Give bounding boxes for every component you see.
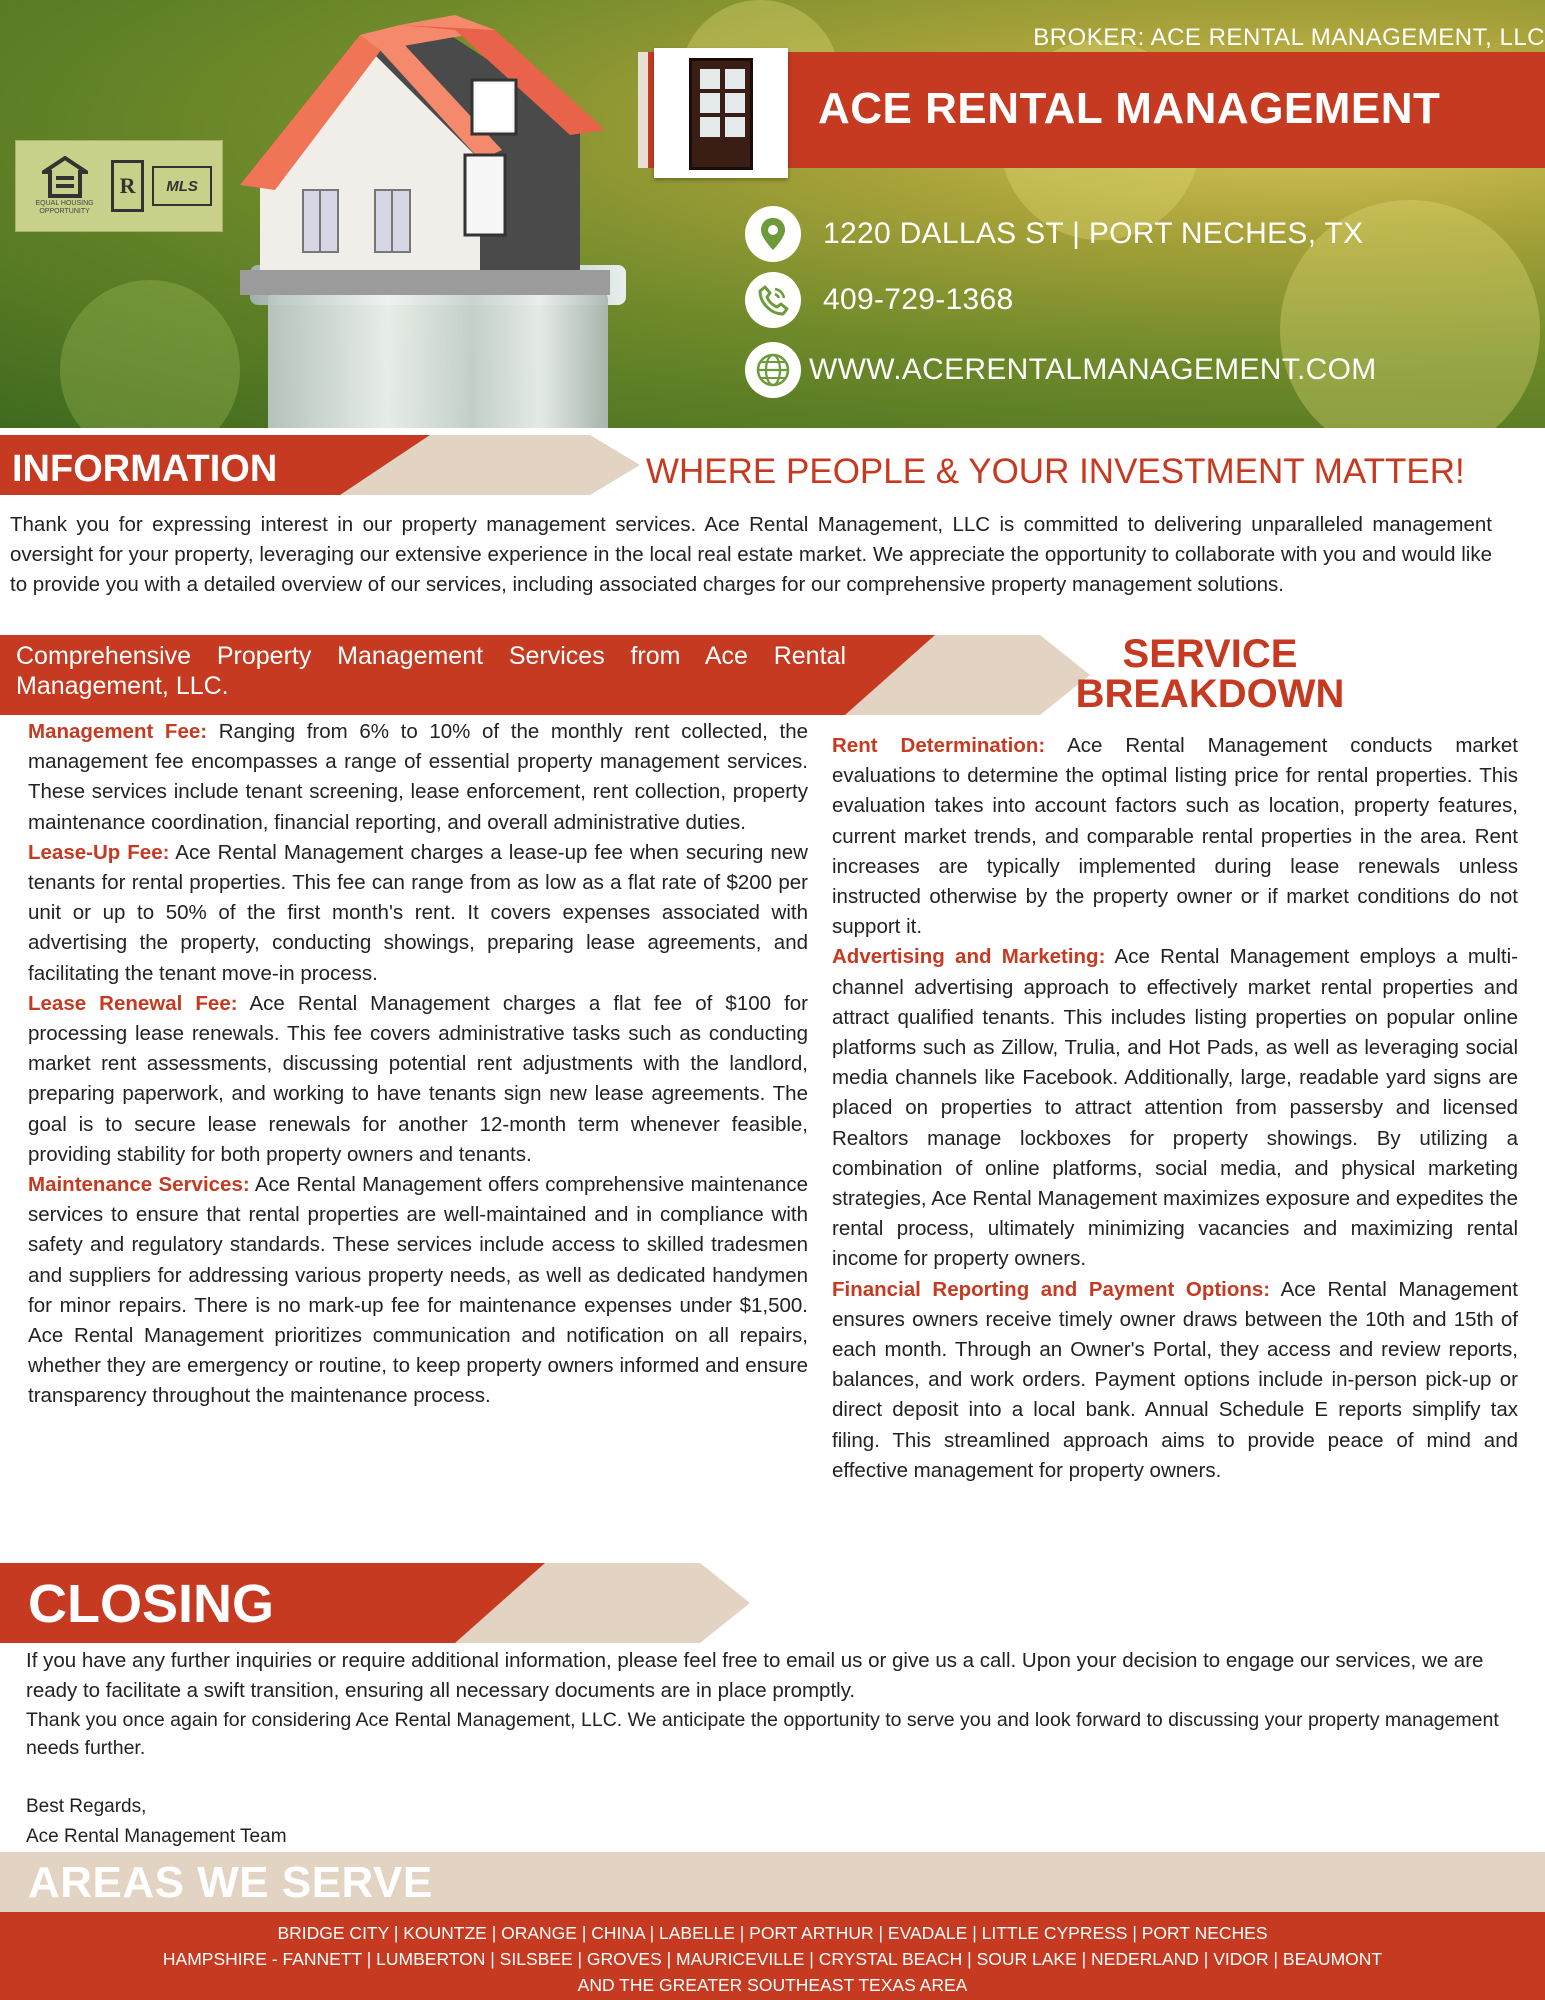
phone-icon xyxy=(745,272,801,328)
service-heading: Lease Renewal Fee: xyxy=(28,991,238,1015)
service-item xyxy=(832,1275,1518,1486)
service-item xyxy=(28,989,808,1170)
door-icon xyxy=(689,58,753,170)
phone-row xyxy=(745,272,1013,328)
service-item xyxy=(28,717,808,838)
areas-line: BRIDGE CITY | KOUNTZE | ORANGE | CHINA | LABELLE | PORT ARTHUR | EVADALE | LITTLE CYPRESS | PORT NECHES xyxy=(277,1923,1268,1943)
mls-logo: MLS xyxy=(152,166,212,206)
hero-banner xyxy=(0,0,1545,428)
areas-line: HAMPSHIRE - FANNETT | LUMBERTON | SILSBEE | GROVES | MAURICEVILLE | CRYSTAL BEACH | SOUR LAKE | NEDERLAND | VIDOR | BEAUMONT xyxy=(162,1949,1383,1969)
house-image xyxy=(240,10,640,310)
areas-list xyxy=(0,1912,1545,2000)
closing-paragraph: Thank you once again for considering Ace Rental Management, LLC. We anticipate the opportunity to serve you and look forward to discussing your property management needs further. xyxy=(26,1709,1499,1759)
service-breakdown-line2: BREAKDOWN xyxy=(1075,672,1345,716)
service-body: Ranging from 6% to 10% of the monthly rent collected, the management fee encompasses a range of essential property management services. These services include tenant screening, lease enforcement, rent collection, property maintenance coordination, financial reporting, and overall administrative duties. xyxy=(28,720,808,834)
broker-line: BROKER: ACE RENTAL MANAGEMENT, LLC xyxy=(1033,24,1545,51)
service-breakdown-heading xyxy=(1060,634,1360,714)
signoff xyxy=(26,1792,287,1852)
realtor-logo: R xyxy=(111,160,144,212)
services-right-column xyxy=(832,731,1518,1486)
service-heading: Rent Determination: xyxy=(832,734,1046,757)
service-body: Ace Rental Management offers comprehensive maintenance services to ensure that rental properties are well-maintained and in compliance with safety and regulatory standards. These services include access to skilled tradesmen and suppliers for addressing various property needs, as well as dedicated handymen for minor repairs. There is no mark-up fee for maintenance expenses under $1,500. Ace Rental Management prioritizes communication and notification on all repairs, whether they are emergency or routine, to keep property owners informed and ensure transparency throughout the maintenance process. xyxy=(28,1173,808,1408)
service-body: Ace Rental Management charges a flat fee of $100 for processing lease renewals. This fee covers administrative tasks such as conducting market rent assessments, discussing potential rent adjustments with the landlord, preparing paperwork, and working to have tenants sign new lease agreements. The goal is to secure lease renewals for another 12-month term whenever feasible, providing stability for both property owners and tenants. xyxy=(28,991,808,1166)
brand-title: ACE RENTAL MANAGEMENT xyxy=(818,84,1441,133)
service-item xyxy=(28,838,808,989)
certification-badges xyxy=(15,140,223,232)
website-row xyxy=(745,342,1377,398)
service-heading: Advertising and Marketing: xyxy=(832,945,1106,969)
information-heading: INFORMATION xyxy=(12,448,278,490)
service-body: Ace Rental Management charges a lease-up fee when securing new tenants for rental properties. This fee can range from as low as a flat rate of $200 per unit or up to 50% of the first month's rent. It covers expenses associated with advertising the property, conducting showings, preparing lease agreements, and facilitating the tenant move-in process. xyxy=(28,840,808,985)
service-item xyxy=(28,1170,808,1412)
equal-housing-logo xyxy=(26,148,103,224)
bokeh-light xyxy=(60,280,240,428)
service-heading: Maintenance Services: xyxy=(28,1173,250,1197)
service-heading: Financial Reporting and Payment Options: xyxy=(832,1277,1271,1301)
address-row xyxy=(745,206,1363,262)
website-link[interactable]: WWW.ACERENTALMANAGEMENT.COM xyxy=(809,353,1377,386)
closing-text xyxy=(26,1646,1518,1762)
areas-heading: AREAS WE SERVE xyxy=(28,1858,433,1907)
service-heading: Lease-Up Fee: xyxy=(28,840,170,864)
address-text: 1220 DALLAS ST | PORT NECHES, TX xyxy=(823,217,1364,250)
service-heading: Management Fee: xyxy=(28,720,208,743)
equal-housing-label: EQUAL HOUSING OPPORTUNITY xyxy=(35,200,94,215)
jar-image xyxy=(268,290,608,428)
service-body: Ace Rental Management conducts market evaluations to determine the optimal listing price for rental properties. This evaluation takes into account factors such as location, property features, current market trends, and comparable rental properties in the area. Rent increases are typically implemented during lease renewals unless instructed otherwise by the property owner or if market conditions do not support it. xyxy=(832,734,1518,939)
closing-paragraph: If you have any further inquiries or require additional information, please feel free to email us or give us a call. Upon your decision to engage our services, we are ready to facilitate a swift transition, ensuring all necessary documents are in place promptly. xyxy=(26,1649,1484,1702)
services-left-column xyxy=(28,717,808,1412)
door-photo xyxy=(654,48,788,178)
equal-housing-icon xyxy=(42,156,88,198)
signoff-regards: Best Regards, xyxy=(26,1796,147,1817)
intro-paragraph: Thank you for expressing interest in our property management services. Ace Rental Management, LLC is committed to delivering unparalleled management oversight for your property, leveraging our extensive experience in the local real estate market. We appreciate the opportunity to collaborate with you and would like to provide you with a detailed overview of our services, including associated charges for our comprehensive property management solutions. xyxy=(10,513,1492,596)
service-item xyxy=(832,942,1518,1274)
closing-heading: CLOSING xyxy=(28,1574,275,1634)
location-pin-icon xyxy=(745,206,801,262)
service-breakdown-line1: SERVICE xyxy=(1122,632,1298,676)
service-item xyxy=(832,731,1518,942)
phone-text[interactable]: 409-729-1368 xyxy=(823,283,1014,316)
signoff-team: Ace Rental Management Team xyxy=(26,1826,287,1847)
service-body: Ace Rental Management ensures owners receive timely owner draws between the 10th and 15th of each month. Through an Owner's Portal, they access and review reports, balances, and work orders. Payment options include in-person pick-up or direct deposit into a local bank. Annual Schedule E reports simplify tax filing. This streamlined approach aims to provide peace of mind and effective management for property owners. xyxy=(832,1277,1518,1482)
services-banner-title: Comprehensive Property Management Services from Ace Rental Management, LLC. xyxy=(16,642,846,700)
service-body: Ace Rental Management employs a multi-channel advertising approach to effectively market rental properties and attract qualified tenants. This includes listing properties on popular online platforms such as Zillow, Trulia, and Hot Pads, as well as leveraging social media channels like Facebook. Additionally, large, readable yard signs are placed on properties to attract attention from passersby and licensed Realtors manage lockboxes for property showings. By utilizing a combination of online platforms, social media, and physical marketing strategies, Ace Rental Management maximizes exposure and expedites the rental process, ultimately minimizing vacancies and maximizing rental income for property owners. xyxy=(832,945,1518,1271)
tagline: WHERE PEOPLE & YOUR INVESTMENT MATTER! xyxy=(646,452,1465,491)
globe-icon xyxy=(745,342,801,398)
areas-line: AND THE GREATER SOUTHEAST TEXAS AREA xyxy=(577,1975,968,1995)
